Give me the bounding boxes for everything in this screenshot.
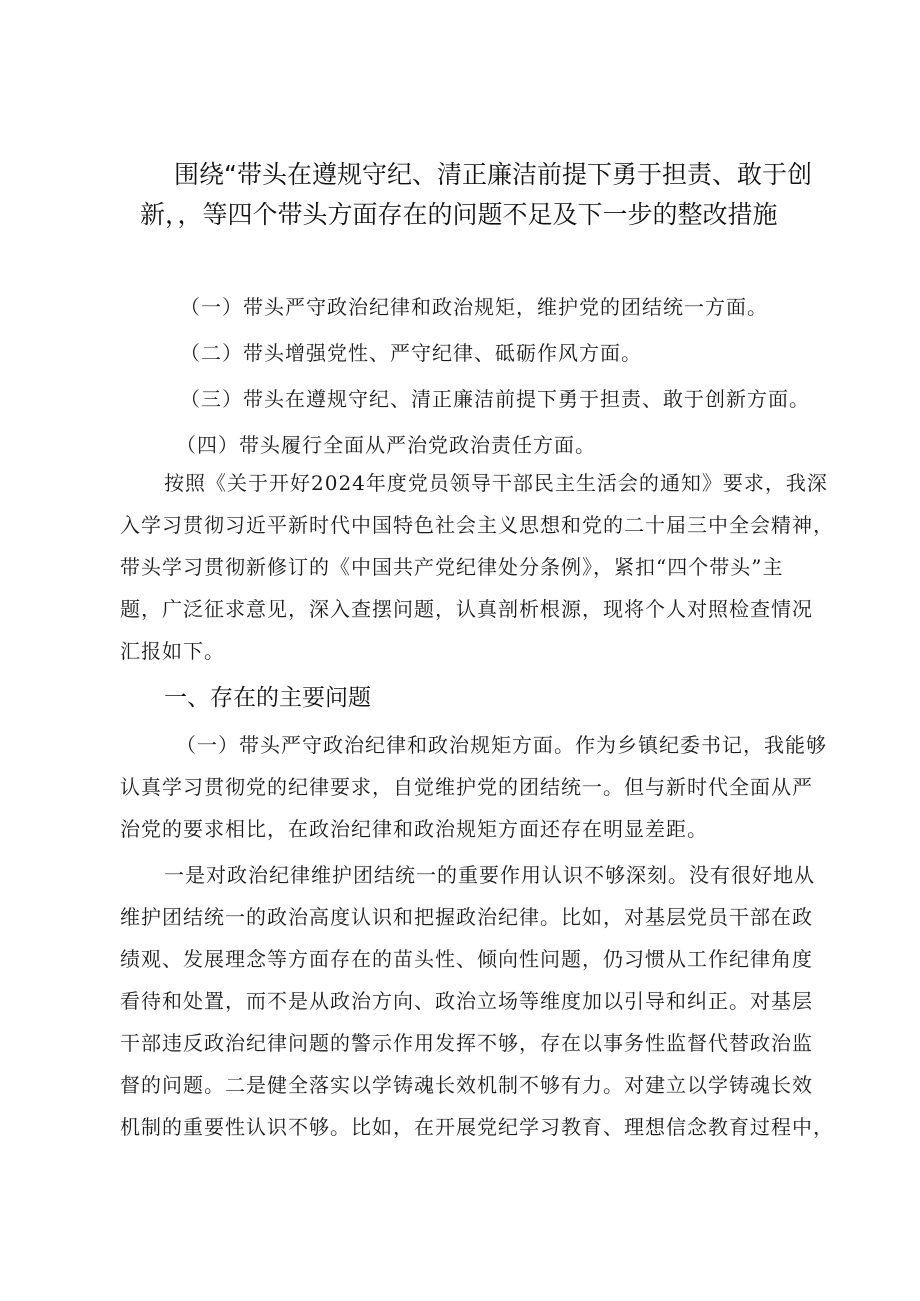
- document-title: [140, 155, 840, 235]
- subsection-line: （一）带头严守政治纪律和政治规矩方面。作为乡镇纪委书记，我能够: [176, 733, 827, 757]
- body-line: 督的问题。二是健全落实以学铸魂长效机制不够有力。对建立以学铸魂长效: [120, 1073, 813, 1097]
- subsection-line: 认真学习贯彻党的纪律要求，自觉维护党的团结统一。但与新时代全面从严: [120, 775, 813, 799]
- outline-list: [176, 291, 860, 475]
- body-line: 一是对政治纪律维护团结统一的重要作用认识不够深刻。没有很好地从: [164, 863, 815, 887]
- intro-line: 按照《关于开好2024年度党员领导干部民主生活会的通知》要求，我深: [164, 471, 828, 495]
- body-line: 看待和处置，而不是从政治方向、政治立场等维度加以引导和纠正。对基层: [120, 989, 813, 1013]
- intro-paragraph: [120, 462, 840, 672]
- outline-item-2: （二）带头增强党性、严守纪律、砥砺作风方面。: [180, 341, 642, 365]
- outline-item-4: （四）带头履行全面从严治党政治责任方面。: [176, 433, 596, 457]
- outline-item-3: （三）带头在遵规守纪、清正廉洁前提下勇于担责、敢于创新方面。: [180, 387, 810, 411]
- body-paragraph: [120, 854, 840, 1148]
- title-line-2: 新，，等四个带头方面存在的问题不足及下一步的整改措施: [140, 200, 778, 229]
- body-line: 绩观、发展理念等方面存在的苗头性、倾向性问题，仍习惯从工作纪律角度: [120, 947, 813, 971]
- subsection-line: 治党的要求相比，在政治纪律和政治规矩方面还存在明显差距。: [120, 817, 708, 841]
- body-line: 干部违反政治纪律问题的警示作用发挥不够，存在以事务性监督代替政治监: [120, 1031, 813, 1055]
- title-line-1: 围绕“带头在遵规守纪、清正廉洁前提下勇于担责、敢于创: [174, 160, 812, 189]
- outline-item-1: （一）带头严守政治纪律和政治规矩，维护党的团结统一方面。: [180, 295, 768, 319]
- body-line: 机制的重要性认识不够。比如，在开展党纪学习教育、理想信念教育过程中，: [120, 1115, 834, 1139]
- intro-line: 题，广泛征求意见，深入查摆问题，认真剖析根源，现将个人对照检查情况: [120, 597, 813, 621]
- body-line: 维护团结统一的政治高度认识和把握政治纪律。比如，对基层党员干部在政: [120, 905, 813, 929]
- subsection-1-paragraph: [120, 724, 840, 850]
- intro-line: 汇报如下。: [120, 639, 225, 663]
- intro-line: 入学习贯彻习近平新时代中国特色社会主义思想和党的二十届三中全会精神，: [120, 513, 834, 537]
- intro-line: 带头学习贯彻新修订的《中国共产党纪律处分条例》，紧扣“四个带头”主: [120, 555, 784, 579]
- section-heading-1: 一、存在的主要问题: [164, 685, 371, 711]
